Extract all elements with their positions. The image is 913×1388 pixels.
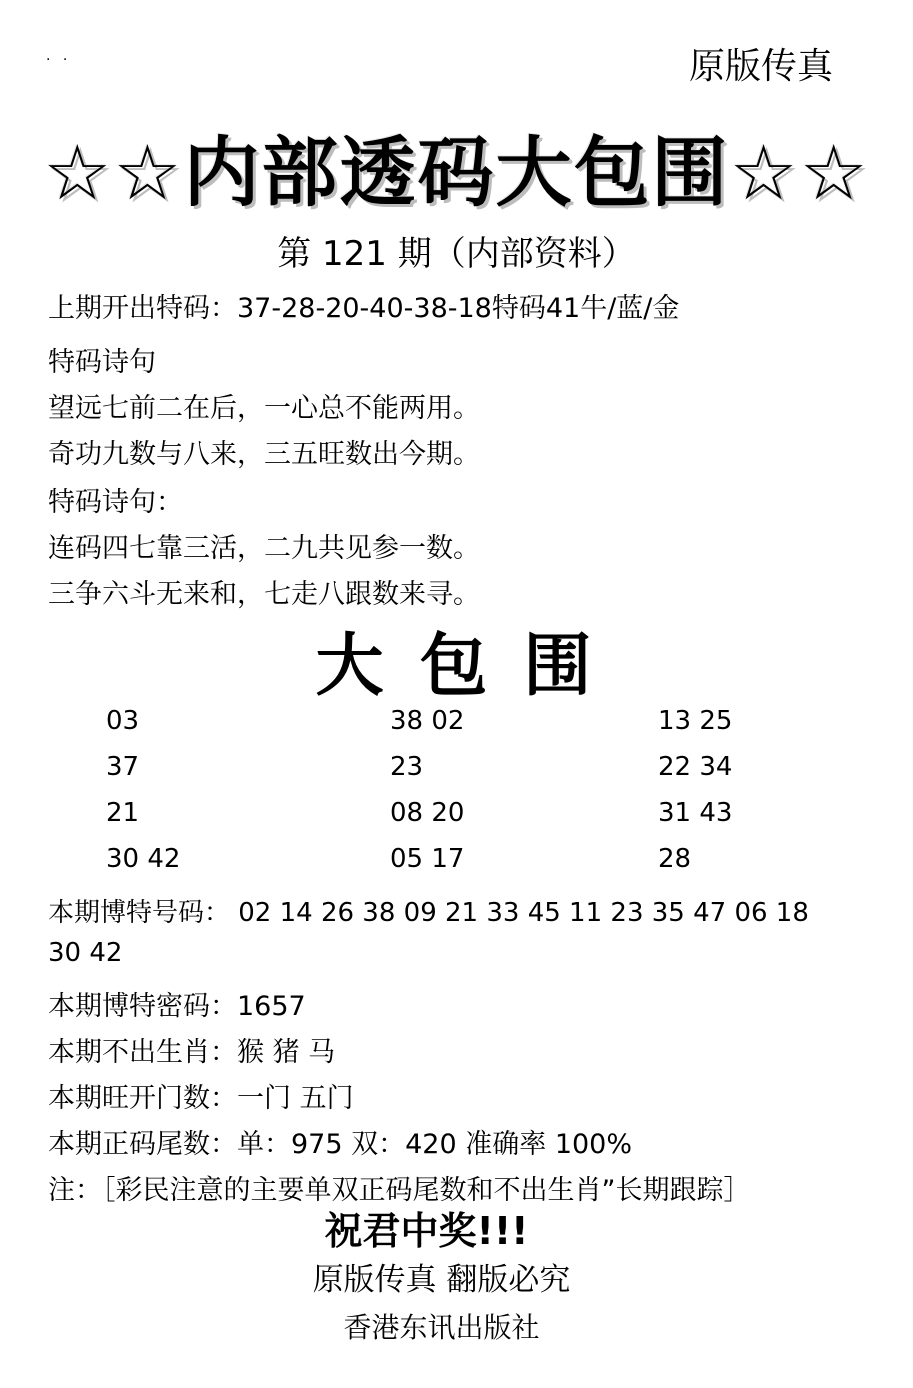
poem1-line1: 望远七前二在后，一心总不能两用。 — [48, 393, 480, 424]
wish-text: 祝君中奖!!! — [324, 1209, 529, 1253]
grid-cell: 38 02 — [390, 706, 465, 736]
lucky-doors: 本期旺开门数：一门 五门 — [48, 1083, 354, 1114]
poem2-line2: 三争六斗无来和，七走八跟数来寻。 — [48, 579, 480, 610]
footer-copyright: 原版传真 翻版必究 — [312, 1262, 571, 1298]
secret-code: 本期博特密码：1657 — [48, 991, 306, 1022]
tail-numbers: 本期正码尾数：单：975 双：420 准确率 100% — [48, 1129, 633, 1160]
poem2-line1: 连码四七靠三活，二九共见参一数。 — [48, 533, 480, 564]
grid-cell: 31 43 — [658, 798, 733, 828]
footer-publisher: 香港东讯出版社 — [343, 1311, 540, 1344]
grid-cell: 08 20 — [390, 798, 465, 828]
grid-cell: 37 — [106, 752, 140, 782]
grid-cell: 30 42 — [106, 844, 181, 874]
page-title: ☆☆内部透码大包围☆☆ — [43, 128, 870, 217]
note: 注：［彩民注意的主要单双正码尾数和不出生肖”长期跟踪］ — [48, 1175, 751, 1206]
last-result: 上期开出特码：37-28-20-40-38-18特码41牛/蓝/金 — [48, 293, 680, 324]
poem1-line2: 奇功九数与八来，三五旺数出今期。 — [48, 439, 480, 470]
grid-cell: 05 17 — [390, 844, 465, 874]
grid-cell: 13 25 — [658, 706, 733, 736]
poem2-title: 特码诗句： — [48, 487, 183, 518]
special-numbers: 本期博特号码： 02 14 26 38 09 21 33 45 11 23 35 47 06 18 — [48, 898, 809, 928]
grid-cell: 23 — [390, 752, 424, 782]
grid-cell: 28 — [658, 844, 692, 874]
section-title: 大包围 — [315, 627, 628, 706]
grid-cell: 21 — [106, 798, 140, 828]
issue-line: 第 121 期（内部资料） — [277, 234, 636, 274]
excluded-zodiac: 本期不出生肖：猴 猪 马 — [48, 1037, 336, 1068]
corner-tag: 原版传真 — [688, 46, 833, 87]
grid-cell: 03 — [106, 706, 140, 736]
poem1-title: 特码诗句 — [48, 347, 156, 378]
grid-cell: 22 34 — [658, 752, 733, 782]
corner-dots: · · — [46, 52, 72, 68]
special-numbers-cont: 30 42 — [48, 938, 123, 968]
